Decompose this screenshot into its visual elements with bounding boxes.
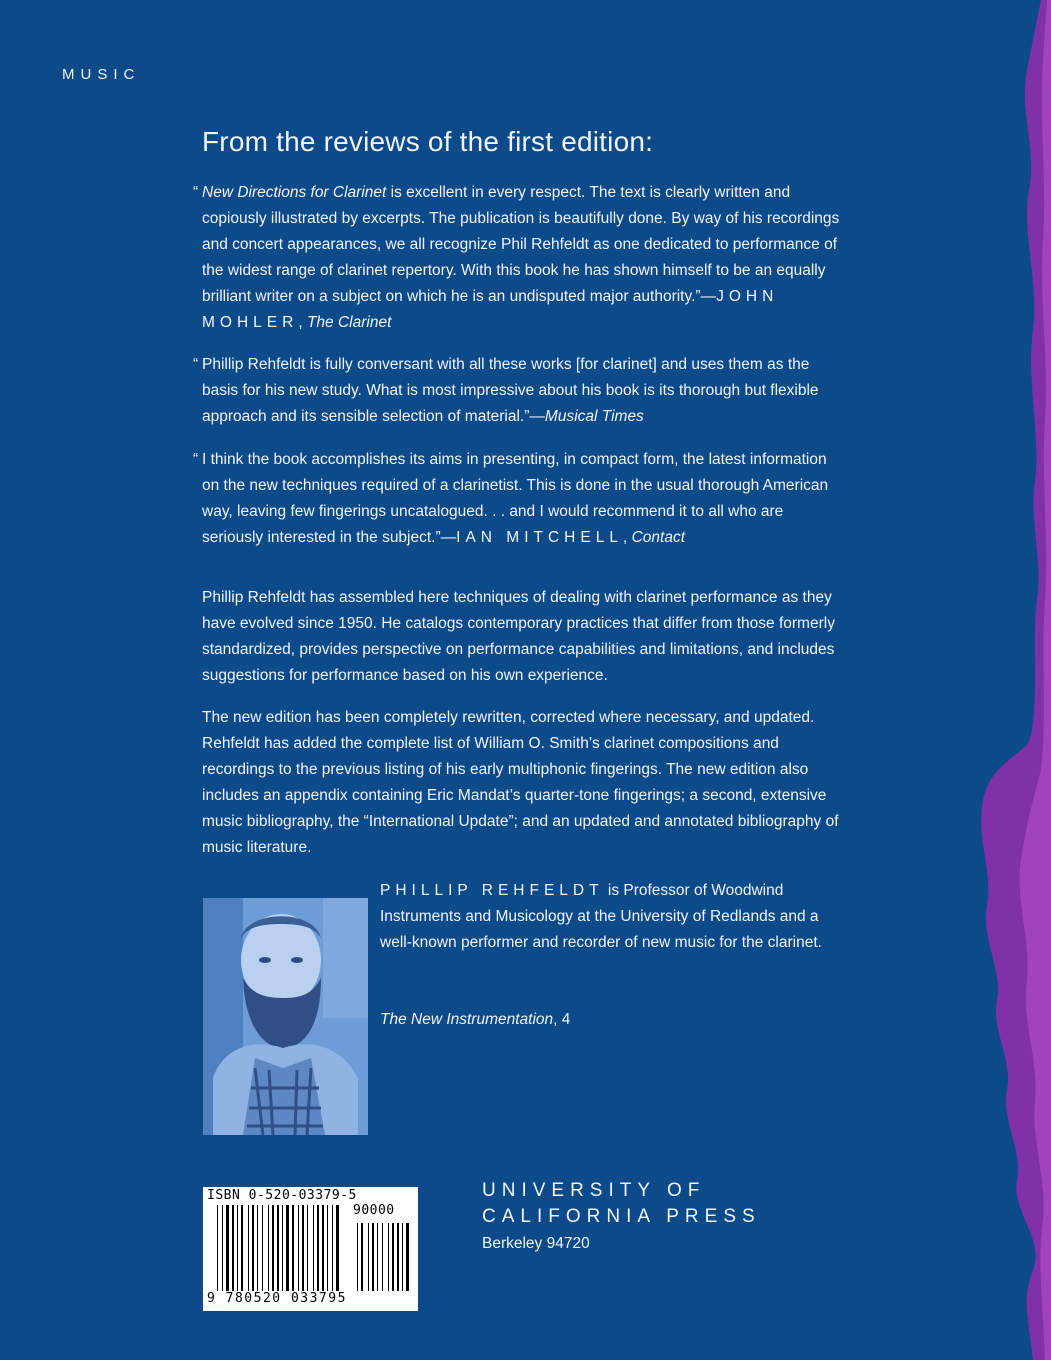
barcode-bars bbox=[217, 1205, 412, 1291]
publisher-city: Berkeley 94720 bbox=[482, 1235, 590, 1252]
reviews-heading: From the reviews of the first edition: bbox=[202, 126, 654, 157]
review-separator: , bbox=[622, 529, 632, 546]
open-quote-mark: “ bbox=[193, 184, 199, 201]
open-quote-mark: “ bbox=[193, 451, 199, 468]
decorative-edge-art bbox=[971, 0, 1051, 1360]
review-text: is excellent in every respect. The text is clearly written and copiously illustrated by excerpts. The publication is beautifully done. By way of his recordings and concert appearances, we all recognize Phil Rehfeldt as one dedicated to performance of the widest range of clarinet repertory. With this book he has shown himself to be an equally brilliant writer on a subject on which he is an undisputed major authority.”— bbox=[202, 184, 840, 305]
review-text: I think the book accomplishes its aims in presenting, in compact form, the latest information on the new techniques required of a clarinetist. This is done in the usual thorough American way, leaving few fingerings uncatalogued. . . and I would recommend it to all who are seriously interested in the subject.”— bbox=[202, 451, 829, 546]
series-number: , 4 bbox=[553, 1011, 571, 1028]
review-book-title: New Directions for Clarinet bbox=[202, 184, 387, 201]
publisher-name-line-1: UNIVERSITY OF bbox=[482, 1180, 706, 1201]
description-paragraph-2: The new edition has been completely rewritten, corrected where necessary, and updated. Rehfeldt has added the complete list of William O. Smith’s clarinet compositions and recordings to the previous listing of his early multiphonic fingerings. The new edition also includes an appendix containing Eric Mandat’s quarter-tone fingerings; a second, extensive music bibliography, the “International Update”; and an updated and annotated bibliography of music literature. bbox=[202, 709, 839, 856]
review-separator: , bbox=[298, 314, 307, 331]
author-bio bbox=[380, 878, 835, 956]
series-title: The New Instrumentation bbox=[380, 1011, 554, 1028]
price-code: 90000 bbox=[353, 1203, 395, 1218]
author-portrait-image bbox=[203, 898, 368, 1135]
author-name: PHILLIP REHFELDT bbox=[380, 882, 604, 899]
review-quote-1 bbox=[193, 180, 842, 336]
open-quote-mark: “ bbox=[193, 356, 199, 373]
publisher-name-line-2: CALIFORNIA PRESS bbox=[482, 1206, 761, 1227]
review-source: The Clarinet bbox=[306, 314, 392, 331]
isbn-text: ISBN 0-520-03379-5 bbox=[207, 1188, 357, 1203]
series-line bbox=[380, 1007, 570, 1033]
ean-number: 9 780520 033795 bbox=[207, 1291, 347, 1306]
review-quote-2 bbox=[193, 352, 842, 430]
description-paragraph-1: Phillip Rehfeldt has assembled here techniques of dealing with clarinet performance as they have evolved since 1950. He catalogs contemporary practices that differ from those formerly standardized, provides perspective on performance capabilities and limitations, and includes suggestions for performance based on his own experience. bbox=[202, 589, 835, 684]
barcode-label bbox=[203, 1187, 418, 1311]
review-author: IAN MITCHELL bbox=[456, 529, 623, 546]
review-source: Contact bbox=[631, 529, 686, 546]
author-bio-text: is Professor of Woodwind Instruments and Musicology at the University of Redlands and a well-known performer and recorder of new music for the clarinet. bbox=[380, 882, 822, 951]
category-label: MUSIC bbox=[62, 66, 141, 83]
author-photo bbox=[203, 898, 368, 1135]
review-source: Musical Times bbox=[544, 408, 644, 425]
review-quote-3 bbox=[193, 447, 842, 551]
review-author: JOHN MOHLER bbox=[202, 288, 779, 331]
review-text: Phillip Rehfeldt is fully conversant with all these works [for clarinet] and uses them as the basis for his new study. What is most impressive about his book is its thorough but flexible approach and its sensible selection of material.”— bbox=[202, 356, 819, 425]
